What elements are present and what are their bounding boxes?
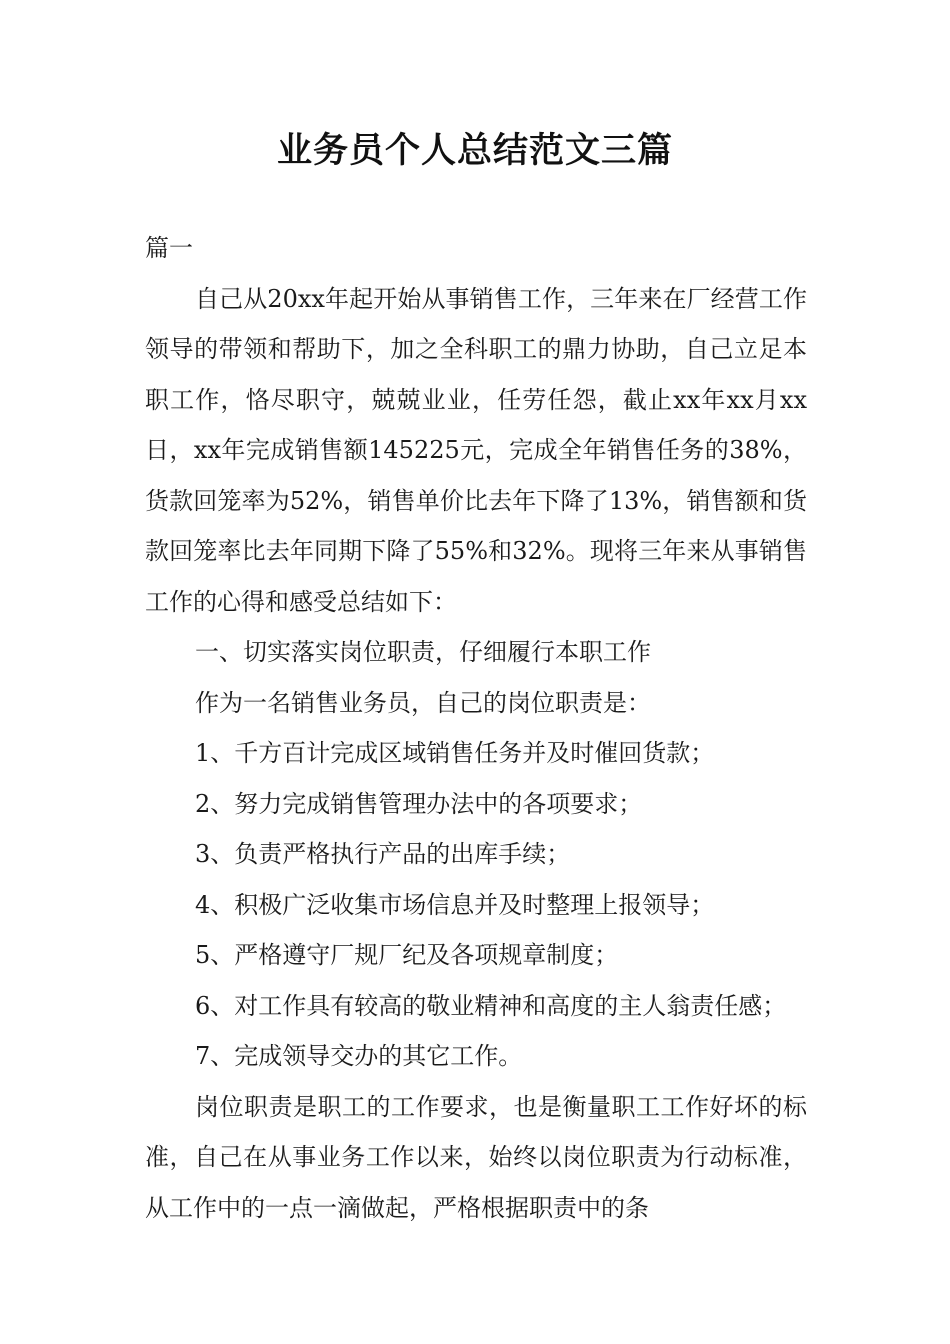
document-title: 业务员个人总结范文三篇 (276, 131, 673, 171)
duty-item: 5、严格遵守厂规厂纪及各项规章制度； (195, 941, 619, 969)
duty-item: 2、努力完成销售管理办法中的各项要求； (195, 789, 643, 818)
duty-item: 6、对工作具有较高的敬业精神和高度的主人翁责任感； (195, 991, 787, 1020)
duty-item: 1、千方百计完成区域销售任务并及时催回货款； (195, 739, 715, 767)
intro-paragraph: 自己从20xx年起开始从事销售工作，三年来在厂经营工作领导的带领和帮助下，加之全科职工的鼎力协助，自己立足本职工作，恪尽职守，兢兢业业，任劳任怨，截止xx年xx月xx日，xx年完成销售额145225元，完成全年销售任务的38%，货款回笼率为52%，销售单价比去年下降了13%，销售额和货款回笼率比去年同期下降了55%和32%。现将三年来从事销售工作的心得和感受总结如下： (145, 284, 807, 616)
section-label: 篇一 (145, 234, 193, 262)
duty-item: 7、完成领导交办的其它工作。 (195, 1042, 523, 1070)
duty-intro: 作为一名销售业务员，自己的岗位职责是： (195, 688, 651, 717)
closing-paragraph: 岗位职责是职工的工作要求，也是衡量职工工作好坏的标准，自己在从事业务工作以来，始终以岗位职责为行动标准，从工作中的一点一滴做起，严格根据职责中的条 (145, 1092, 807, 1222)
duty-item: 3、负责严格执行产品的出库手续； (195, 840, 571, 868)
document-body (145, 223, 807, 1233)
duty-item: 4、积极广泛收集市场信息并及时整理上报领导； (195, 890, 715, 919)
section-heading: 一、切实落实岗位职责，仔细履行本职工作 (195, 638, 651, 666)
